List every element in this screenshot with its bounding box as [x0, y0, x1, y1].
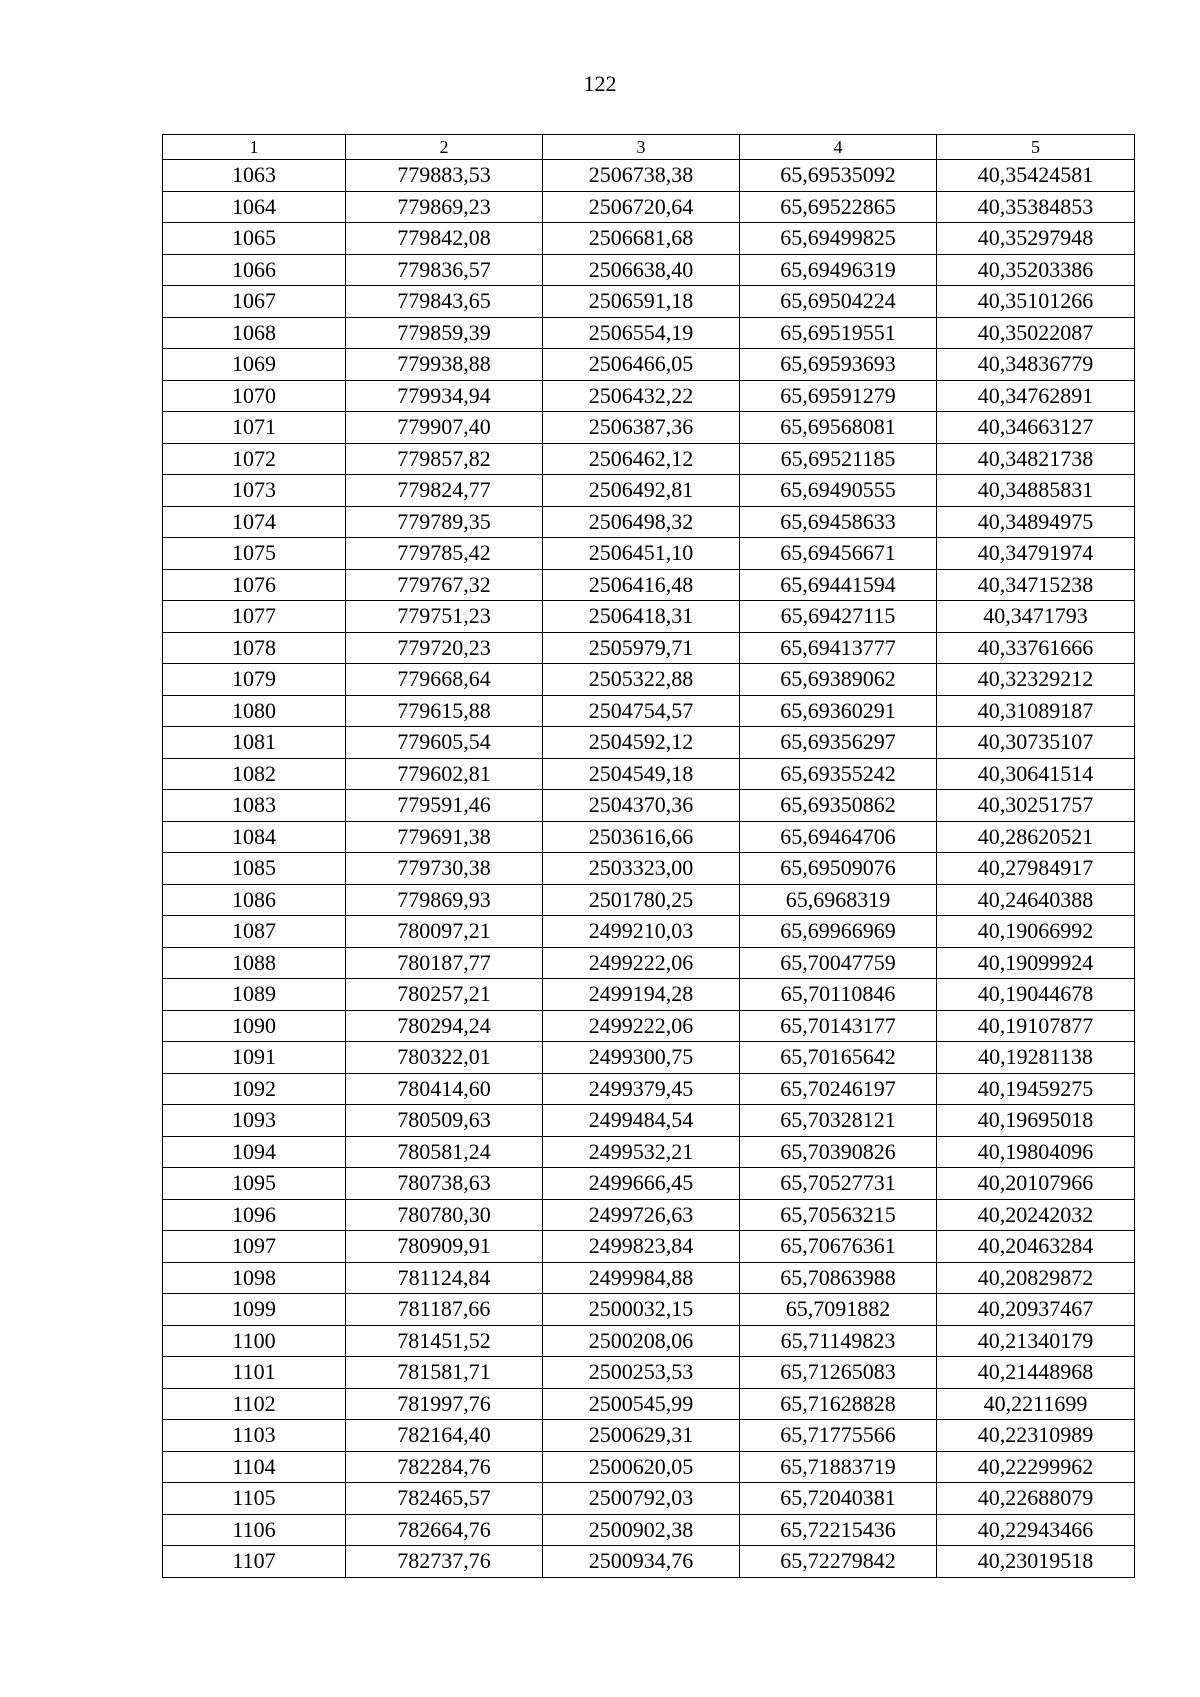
table-cell-col-4: 65,69413777	[740, 632, 937, 664]
table-cell-col-2: 779883,53	[346, 160, 543, 192]
table-cell-col-5: 40,34715238	[937, 569, 1135, 601]
table-cell-col-3: 2505979,71	[543, 632, 740, 664]
table-cell-col-4: 65,69458633	[740, 506, 937, 538]
table-row	[163, 601, 1135, 633]
table-cell-col-3: 2506591,18	[543, 286, 740, 318]
table-cell-col-3: 2499823,84	[543, 1231, 740, 1263]
table-cell-col-5: 40,19804096	[937, 1136, 1135, 1168]
table-cell-col-4: 65,70246197	[740, 1073, 937, 1105]
table-cell-col-4: 65,69504224	[740, 286, 937, 318]
table-row	[163, 538, 1135, 570]
table-row	[163, 223, 1135, 255]
table-cell-col-4: 65,69568081	[740, 412, 937, 444]
table-cell-col-1: 1064	[163, 191, 346, 223]
table-cell-col-5: 40,21448968	[937, 1357, 1135, 1389]
table-cell-col-5: 40,19107877	[937, 1010, 1135, 1042]
table-cell-col-4: 65,69456671	[740, 538, 937, 570]
table-cell-col-5: 40,20463284	[937, 1231, 1135, 1263]
table-cell-col-2: 782737,76	[346, 1546, 543, 1578]
table-row	[163, 727, 1135, 759]
table-cell-col-1: 1070	[163, 380, 346, 412]
table-cell-col-1: 1080	[163, 695, 346, 727]
table-cell-col-1: 1107	[163, 1546, 346, 1578]
table-cell-col-5: 40,19044678	[937, 979, 1135, 1011]
table-row	[163, 979, 1135, 1011]
table-row	[163, 1105, 1135, 1137]
table-cell-col-5: 40,34762891	[937, 380, 1135, 412]
table-cell-col-4: 65,6968319	[740, 884, 937, 916]
table-cell-col-4: 65,70143177	[740, 1010, 937, 1042]
table-cell-col-1: 1104	[163, 1451, 346, 1483]
table-cell-col-1: 1068	[163, 317, 346, 349]
table-cell-col-4: 65,69966969	[740, 916, 937, 948]
table-row	[163, 160, 1135, 192]
table-row	[163, 254, 1135, 286]
table-cell-col-3: 2499484,54	[543, 1105, 740, 1137]
table-cell-col-1: 1085	[163, 853, 346, 885]
table-cell-col-2: 779767,32	[346, 569, 543, 601]
table-row	[163, 1136, 1135, 1168]
table-cell-col-5: 40,19695018	[937, 1105, 1135, 1137]
table-cell-col-4: 65,71775566	[740, 1420, 937, 1452]
table-cell-col-1: 1100	[163, 1325, 346, 1357]
table-cell-col-1: 1083	[163, 790, 346, 822]
table-row	[163, 1388, 1135, 1420]
table-cell-col-2: 782164,40	[346, 1420, 543, 1452]
table-cell-col-3: 2499532,21	[543, 1136, 740, 1168]
table-cell-col-4: 65,69535092	[740, 160, 937, 192]
table-cell-col-2: 779591,46	[346, 790, 543, 822]
table-cell-col-5: 40,20937467	[937, 1294, 1135, 1326]
table-cell-col-1: 1073	[163, 475, 346, 507]
table-cell-col-2: 779691,38	[346, 821, 543, 853]
table-row	[163, 286, 1135, 318]
table-row	[163, 475, 1135, 507]
table-cell-col-1: 1094	[163, 1136, 346, 1168]
table-cell-col-3: 2500902,38	[543, 1514, 740, 1546]
table-row	[163, 1168, 1135, 1200]
table-cell-col-2: 779907,40	[346, 412, 543, 444]
table-cell-col-4: 65,69356297	[740, 727, 937, 759]
table-cell-col-4: 65,69355242	[740, 758, 937, 790]
table-cell-col-2: 779730,38	[346, 853, 543, 885]
coordinates-table	[162, 134, 1135, 1578]
table-cell-col-1: 1096	[163, 1199, 346, 1231]
table-cell-col-5: 40,35101266	[937, 286, 1135, 318]
table-cell-col-3: 2501780,25	[543, 884, 740, 916]
table-cell-col-3: 2504592,12	[543, 727, 740, 759]
table-row	[163, 412, 1135, 444]
table-row	[163, 317, 1135, 349]
table-cell-col-3: 2506681,68	[543, 223, 740, 255]
table-row	[163, 1073, 1135, 1105]
table-row	[163, 1325, 1135, 1357]
table-cell-col-3: 2500620,05	[543, 1451, 740, 1483]
table-cell-col-5: 40,35203386	[937, 254, 1135, 286]
table-cell-col-3: 2499666,45	[543, 1168, 740, 1200]
table-cell-col-2: 781997,76	[346, 1388, 543, 1420]
table-cell-col-5: 40,2211699	[937, 1388, 1135, 1420]
table-cell-col-2: 779751,23	[346, 601, 543, 633]
table-cell-col-4: 65,69350862	[740, 790, 937, 822]
table-cell-col-2: 781124,84	[346, 1262, 543, 1294]
table-cell-col-2: 779605,54	[346, 727, 543, 759]
table-cell-col-3: 2499222,06	[543, 1010, 740, 1042]
table-cell-col-1: 1065	[163, 223, 346, 255]
table-cell-col-2: 779789,35	[346, 506, 543, 538]
table-cell-col-5: 40,34791974	[937, 538, 1135, 570]
table-row	[163, 916, 1135, 948]
table-cell-col-2: 779938,88	[346, 349, 543, 381]
table-cell-col-2: 779857,82	[346, 443, 543, 475]
table-row	[163, 853, 1135, 885]
table-cell-col-3: 2506492,81	[543, 475, 740, 507]
table-cell-col-5: 40,19281138	[937, 1042, 1135, 1074]
table-cell-col-3: 2499726,63	[543, 1199, 740, 1231]
table-cell-col-5: 40,21340179	[937, 1325, 1135, 1357]
table-cell-col-4: 65,69427115	[740, 601, 937, 633]
table-cell-col-2: 780414,60	[346, 1073, 543, 1105]
table-cell-col-5: 40,34894975	[937, 506, 1135, 538]
table-cell-col-5: 40,23019518	[937, 1546, 1135, 1578]
table-cell-col-4: 65,69464706	[740, 821, 937, 853]
table-cell-col-3: 2506638,40	[543, 254, 740, 286]
table-cell-col-1: 1081	[163, 727, 346, 759]
table-cell-col-4: 65,71265083	[740, 1357, 937, 1389]
table-cell-col-5: 40,19459275	[937, 1073, 1135, 1105]
table-cell-col-4: 65,72279842	[740, 1546, 937, 1578]
table-cell-col-5: 40,31089187	[937, 695, 1135, 727]
column-header-1: 1	[163, 135, 346, 160]
page-number: 122	[583, 71, 617, 96]
table-cell-col-2: 779836,57	[346, 254, 543, 286]
table-cell-col-3: 2506720,64	[543, 191, 740, 223]
table-cell-col-5: 40,34885831	[937, 475, 1135, 507]
table-cell-col-3: 2506738,38	[543, 160, 740, 192]
table-row	[163, 1231, 1135, 1263]
table-cell-col-1: 1072	[163, 443, 346, 475]
table-cell-col-5: 40,27984917	[937, 853, 1135, 885]
table-row	[163, 947, 1135, 979]
table-cell-col-1: 1092	[163, 1073, 346, 1105]
table-cell-col-3: 2506498,32	[543, 506, 740, 538]
table-cell-col-2: 779824,77	[346, 475, 543, 507]
table-row	[163, 1294, 1135, 1326]
table-cell-col-1: 1106	[163, 1514, 346, 1546]
table-row	[163, 443, 1135, 475]
header-row	[163, 135, 1135, 160]
table-cell-col-4: 65,70390826	[740, 1136, 937, 1168]
column-header-3: 3	[543, 135, 740, 160]
table-header	[163, 135, 1135, 160]
table-row	[163, 380, 1135, 412]
table-row	[163, 1483, 1135, 1515]
table-cell-col-1: 1063	[163, 160, 346, 192]
table-row	[163, 569, 1135, 601]
table-cell-col-4: 65,70676361	[740, 1231, 937, 1263]
table-cell-col-4: 65,70328121	[740, 1105, 937, 1137]
table-cell-col-4: 65,71883719	[740, 1451, 937, 1483]
table-cell-col-3: 2503616,66	[543, 821, 740, 853]
table-cell-col-1: 1090	[163, 1010, 346, 1042]
table-cell-col-2: 782664,76	[346, 1514, 543, 1546]
table-cell-col-4: 65,69521185	[740, 443, 937, 475]
table-row	[163, 349, 1135, 381]
column-header-5: 5	[937, 135, 1135, 160]
table-cell-col-4: 65,69496319	[740, 254, 937, 286]
table-cell-col-2: 782284,76	[346, 1451, 543, 1483]
table-cell-col-5: 40,20107966	[937, 1168, 1135, 1200]
table-cell-col-2: 780581,24	[346, 1136, 543, 1168]
table-cell-col-4: 65,69519551	[740, 317, 937, 349]
table-row	[163, 1010, 1135, 1042]
table-cell-col-2: 780509,63	[346, 1105, 543, 1137]
table-cell-col-3: 2504754,57	[543, 695, 740, 727]
table-cell-col-2: 780780,30	[346, 1199, 543, 1231]
table-cell-col-5: 40,24640388	[937, 884, 1135, 916]
table-row	[163, 1042, 1135, 1074]
table-cell-col-5: 40,32329212	[937, 664, 1135, 696]
table-cell-col-1: 1074	[163, 506, 346, 538]
table-cell-col-2: 779869,23	[346, 191, 543, 223]
table-cell-col-1: 1078	[163, 632, 346, 664]
table-cell-col-2: 779859,39	[346, 317, 543, 349]
table-cell-col-1: 1102	[163, 1388, 346, 1420]
table-cell-col-4: 65,7091882	[740, 1294, 937, 1326]
table-cell-col-5: 40,20829872	[937, 1262, 1135, 1294]
table-cell-col-1: 1089	[163, 979, 346, 1011]
table-cell-col-3: 2506432,22	[543, 380, 740, 412]
table-cell-col-3: 2506416,48	[543, 569, 740, 601]
table-cell-col-2: 781451,52	[346, 1325, 543, 1357]
table-cell-col-5: 40,35384853	[937, 191, 1135, 223]
table-cell-col-4: 65,70527731	[740, 1168, 937, 1200]
table-row	[163, 1420, 1135, 1452]
table-cell-col-2: 779869,93	[346, 884, 543, 916]
table-cell-col-5: 40,30641514	[937, 758, 1135, 790]
table-cell-col-4: 65,69441594	[740, 569, 937, 601]
table-cell-col-4: 65,72040381	[740, 1483, 937, 1515]
table-cell-col-3: 2499194,28	[543, 979, 740, 1011]
column-header-2: 2	[346, 135, 543, 160]
table-row	[163, 1546, 1135, 1578]
table-cell-col-2: 780322,01	[346, 1042, 543, 1074]
table-cell-col-5: 40,34836779	[937, 349, 1135, 381]
table-cell-col-5: 40,33761666	[937, 632, 1135, 664]
table-cell-col-5: 40,35022087	[937, 317, 1135, 349]
table-cell-col-4: 65,69593693	[740, 349, 937, 381]
table-row	[163, 1199, 1135, 1231]
table-cell-col-2: 780097,21	[346, 916, 543, 948]
table-cell-col-2: 779615,88	[346, 695, 543, 727]
table-cell-col-3: 2500032,15	[543, 1294, 740, 1326]
table-cell-col-5: 40,22310989	[937, 1420, 1135, 1452]
table-cell-col-3: 2499984,88	[543, 1262, 740, 1294]
table-cell-col-2: 780187,77	[346, 947, 543, 979]
table-cell-col-4: 65,69509076	[740, 853, 937, 885]
table-cell-col-3: 2499210,03	[543, 916, 740, 948]
table-row	[163, 758, 1135, 790]
table-cell-col-2: 779785,42	[346, 538, 543, 570]
table-cell-col-2: 780909,91	[346, 1231, 543, 1263]
table-cell-col-1: 1075	[163, 538, 346, 570]
table-cell-col-5: 40,3471793	[937, 601, 1135, 633]
table-cell-col-3: 2506462,12	[543, 443, 740, 475]
table-cell-col-3: 2504370,36	[543, 790, 740, 822]
table-cell-col-3: 2506554,19	[543, 317, 740, 349]
table-row	[163, 1451, 1135, 1483]
table-cell-col-3: 2500792,03	[543, 1483, 740, 1515]
table-cell-col-5: 40,34663127	[937, 412, 1135, 444]
table-cell-col-5: 40,30251757	[937, 790, 1135, 822]
table-cell-col-3: 2499379,45	[543, 1073, 740, 1105]
table-cell-col-3: 2500629,31	[543, 1420, 740, 1452]
table-cell-col-5: 40,28620521	[937, 821, 1135, 853]
table-cell-col-4: 65,69360291	[740, 695, 937, 727]
table-row	[163, 1357, 1135, 1389]
table-cell-col-5: 40,22299962	[937, 1451, 1135, 1483]
table-cell-col-2: 780738,63	[346, 1168, 543, 1200]
table-cell-col-4: 65,72215436	[740, 1514, 937, 1546]
table-cell-col-1: 1067	[163, 286, 346, 318]
table-cell-col-2: 779602,81	[346, 758, 543, 790]
table-cell-col-3: 2500934,76	[543, 1546, 740, 1578]
table-cell-col-1: 1069	[163, 349, 346, 381]
table-cell-col-5: 40,30735107	[937, 727, 1135, 759]
column-header-4: 4	[740, 135, 937, 160]
table-cell-col-3: 2506418,31	[543, 601, 740, 633]
table-cell-col-1: 1076	[163, 569, 346, 601]
table-cell-col-1: 1091	[163, 1042, 346, 1074]
table-cell-col-1: 1093	[163, 1105, 346, 1137]
table-cell-col-2: 780257,21	[346, 979, 543, 1011]
table-cell-col-1: 1082	[163, 758, 346, 790]
table-cell-col-3: 2499222,06	[543, 947, 740, 979]
table-cell-col-4: 65,70165642	[740, 1042, 937, 1074]
table-cell-col-1: 1099	[163, 1294, 346, 1326]
table-cell-col-2: 781187,66	[346, 1294, 543, 1326]
table-row	[163, 1262, 1135, 1294]
table-cell-col-3: 2500208,06	[543, 1325, 740, 1357]
table-row	[163, 821, 1135, 853]
table-cell-col-3: 2500545,99	[543, 1388, 740, 1420]
table-row	[163, 1514, 1135, 1546]
table-cell-col-5: 40,35297948	[937, 223, 1135, 255]
table-cell-col-1: 1087	[163, 916, 346, 948]
table-cell-col-2: 779720,23	[346, 632, 543, 664]
table-cell-col-3: 2506451,10	[543, 538, 740, 570]
table-cell-col-5: 40,22688079	[937, 1483, 1135, 1515]
table-cell-col-5: 40,34821738	[937, 443, 1135, 475]
table-cell-col-4: 65,69490555	[740, 475, 937, 507]
table-cell-col-4: 65,70863988	[740, 1262, 937, 1294]
table-cell-col-4: 65,69499825	[740, 223, 937, 255]
table-cell-col-2: 782465,57	[346, 1483, 543, 1515]
table-cell-col-1: 1088	[163, 947, 346, 979]
table-cell-col-4: 65,70110846	[740, 979, 937, 1011]
table-cell-col-4: 65,70563215	[740, 1199, 937, 1231]
table-row	[163, 790, 1135, 822]
table-cell-col-3: 2505322,88	[543, 664, 740, 696]
table-row	[163, 664, 1135, 696]
table-cell-col-3: 2506466,05	[543, 349, 740, 381]
table-row	[163, 506, 1135, 538]
table-row	[163, 632, 1135, 664]
table-row	[163, 191, 1135, 223]
table-cell-col-1: 1086	[163, 884, 346, 916]
table-cell-col-4: 65,71628828	[740, 1388, 937, 1420]
table-cell-col-1: 1071	[163, 412, 346, 444]
table-body	[163, 160, 1135, 1578]
table-cell-col-2: 781581,71	[346, 1357, 543, 1389]
table-cell-col-3: 2503323,00	[543, 853, 740, 885]
table-cell-col-4: 65,71149823	[740, 1325, 937, 1357]
table-cell-col-4: 65,69389062	[740, 664, 937, 696]
table-cell-col-1: 1101	[163, 1357, 346, 1389]
table-cell-col-4: 65,69522865	[740, 191, 937, 223]
table-cell-col-5: 40,20242032	[937, 1199, 1135, 1231]
table-cell-col-2: 779934,94	[346, 380, 543, 412]
table-cell-col-1: 1079	[163, 664, 346, 696]
table-cell-col-3: 2499300,75	[543, 1042, 740, 1074]
table-cell-col-3: 2506387,36	[543, 412, 740, 444]
table-cell-col-1: 1095	[163, 1168, 346, 1200]
table-cell-col-5: 40,19066992	[937, 916, 1135, 948]
table-cell-col-2: 779843,65	[346, 286, 543, 318]
table-cell-col-1: 1098	[163, 1262, 346, 1294]
table-row	[163, 695, 1135, 727]
table-cell-col-4: 65,69591279	[740, 380, 937, 412]
table-cell-col-1: 1066	[163, 254, 346, 286]
table-cell-col-1: 1105	[163, 1483, 346, 1515]
table-cell-col-1: 1077	[163, 601, 346, 633]
table-cell-col-5: 40,35424581	[937, 160, 1135, 192]
table-cell-col-2: 780294,24	[346, 1010, 543, 1042]
table-cell-col-4: 65,70047759	[740, 947, 937, 979]
table-cell-col-1: 1097	[163, 1231, 346, 1263]
table-cell-col-3: 2504549,18	[543, 758, 740, 790]
table-cell-col-1: 1103	[163, 1420, 346, 1452]
table-cell-col-2: 779668,64	[346, 664, 543, 696]
table-cell-col-5: 40,22943466	[937, 1514, 1135, 1546]
table-row	[163, 884, 1135, 916]
table-cell-col-3: 2500253,53	[543, 1357, 740, 1389]
table-cell-col-2: 779842,08	[346, 223, 543, 255]
table-cell-col-1: 1084	[163, 821, 346, 853]
table-cell-col-5: 40,19099924	[937, 947, 1135, 979]
